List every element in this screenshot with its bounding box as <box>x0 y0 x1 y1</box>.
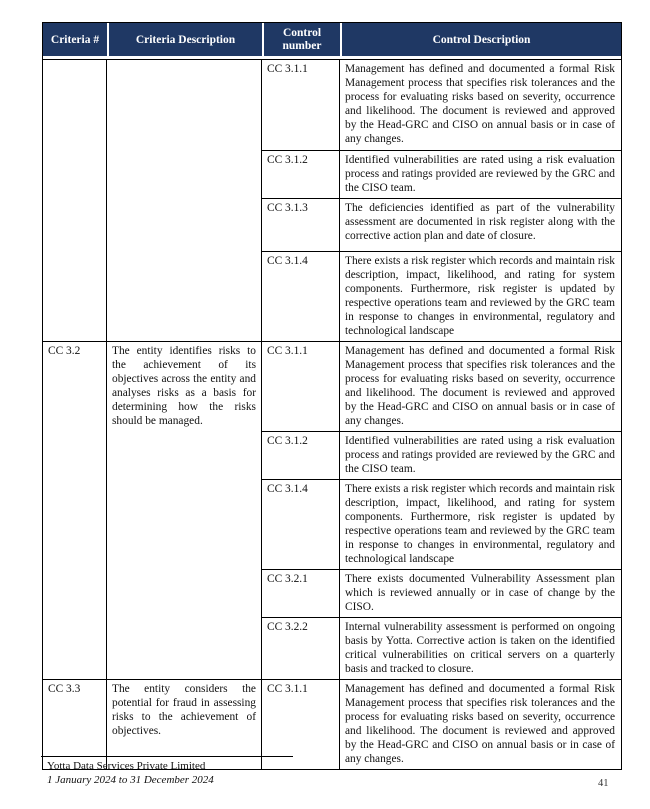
criteria-id-cell: CC 3.2 <box>43 342 107 679</box>
criteria-id-cell: CC 3.3 <box>43 680 107 769</box>
control-description-cell: The deficiencies identified as part of the vulnerability assessment are documented in risk register along with the corrective action plan and date of closure. <box>345 202 615 242</box>
control-number-cell: CC 3.1.1 <box>262 60 340 150</box>
controls-column <box>262 60 621 341</box>
criteria-id-cell <box>43 60 107 341</box>
table-group <box>43 59 621 341</box>
control-number-cell: CC 3.1.1 <box>262 342 340 431</box>
control-description-cell: Identified vulnerabilities are rated using a risk evaluation process and ratings provided are reviewed by the GRC and the CISO team. <box>345 435 615 475</box>
control-row <box>262 680 621 769</box>
control-number-cell: CC 3.1.4 <box>262 252 340 341</box>
control-row <box>262 60 621 150</box>
control-row <box>262 251 621 341</box>
control-number-cell: CC 3.1.3 <box>262 199 340 251</box>
criteria-description-cell <box>107 60 262 341</box>
control-number-cell: CC 3.1.2 <box>262 432 340 479</box>
header-cell-control-number: Control number <box>262 23 340 59</box>
control-description-cell: Internal vulnerability assessment is performed on ongoing basis by Yotta. Corrective action is taken on the identified critical vulnerabilities on critical servers on a quarterly basis and tracked to closure. <box>345 621 615 675</box>
footer-report-period: 1 January 2024 to 31 December 2024 <box>47 774 214 786</box>
control-number-cell: CC 3.1.1 <box>262 680 340 769</box>
control-description-cell: There exists a risk register which records and maintain risk description, impact, likelihood, and rating for system components. Furthermore, risk register is updated by respective operations team and reviewed by the GRC team in response to changes in environmental, regulatory and technological landscape <box>345 255 615 337</box>
criteria-controls-table <box>42 22 622 770</box>
control-number-cell: CC 3.1.4 <box>262 480 340 569</box>
control-row <box>262 569 621 617</box>
control-row <box>262 431 621 479</box>
footer-separator-line <box>41 756 293 757</box>
control-row <box>262 342 621 431</box>
table-group <box>43 341 621 679</box>
control-number-cell: CC 3.1.2 <box>262 151 340 198</box>
criteria-description-cell: The entity identifies risks to the achievement of its objectives across the entity and analyses risks as a basis for determining how the risks should be managed. <box>107 342 262 679</box>
control-description-cell: Management has defined and documented a formal Risk Management process that specifies risk tolerances and the process for evaluating risks based on severity, occurrence and likelihood. The document is reviewed and approved by the Head-GRC and CISO on annual basis or in case of any changes. <box>345 63 615 145</box>
page-number: 41 <box>598 778 609 789</box>
footer-company-name: Yotta Data Services Private Limited <box>47 760 206 772</box>
control-number-cell: CC 3.2.1 <box>262 570 340 617</box>
control-number-cell: CC 3.2.2 <box>262 618 340 679</box>
controls-column <box>262 342 621 679</box>
header-cell-criteria-number: Criteria # <box>43 23 107 59</box>
control-description-cell: Management has defined and documented a formal Risk Management process that specifies risk tolerances and the process for evaluating risks based on severity, occurrence and likelihood. The document is reviewed and approved by the Head-GRC and CISO on annual basis or in case of any changes. <box>345 683 615 765</box>
criteria-description-cell: The entity considers the potential for fraud in assessing risks to the achievement of objectives. <box>107 680 262 769</box>
criteria-table-body <box>43 59 621 769</box>
control-row <box>262 198 621 251</box>
table-header-row <box>43 23 621 59</box>
control-description-cell: There exists a risk register which records and maintain risk description, impact, likelihood, and rating for system components. Furthermore, risk register is updated by respective operations team and reviewed by the GRC team in response to changes in environmental, regulatory and technological landscape <box>345 483 615 565</box>
header-cell-criteria-description: Criteria Description <box>107 23 262 59</box>
control-row <box>262 150 621 198</box>
control-row <box>262 617 621 679</box>
header-cell-control-description: Control Description <box>340 23 621 59</box>
controls-column <box>262 680 621 769</box>
control-description-cell: Identified vulnerabilities are rated using a risk evaluation process and ratings provided are reviewed by the GRC and the CISO team. <box>345 154 615 194</box>
control-description-cell: Management has defined and documented a formal Risk Management process that specifies risk tolerances and the process for evaluating risks based on severity, occurrence and likelihood. The document is reviewed and approved by the Head-GRC and CISO on annual basis or in case of any changes. <box>345 345 615 427</box>
control-description-cell: There exists documented Vulnerability Assessment plan which is reviewed annually or in case of change by the CISO. <box>345 573 615 613</box>
control-row <box>262 479 621 569</box>
